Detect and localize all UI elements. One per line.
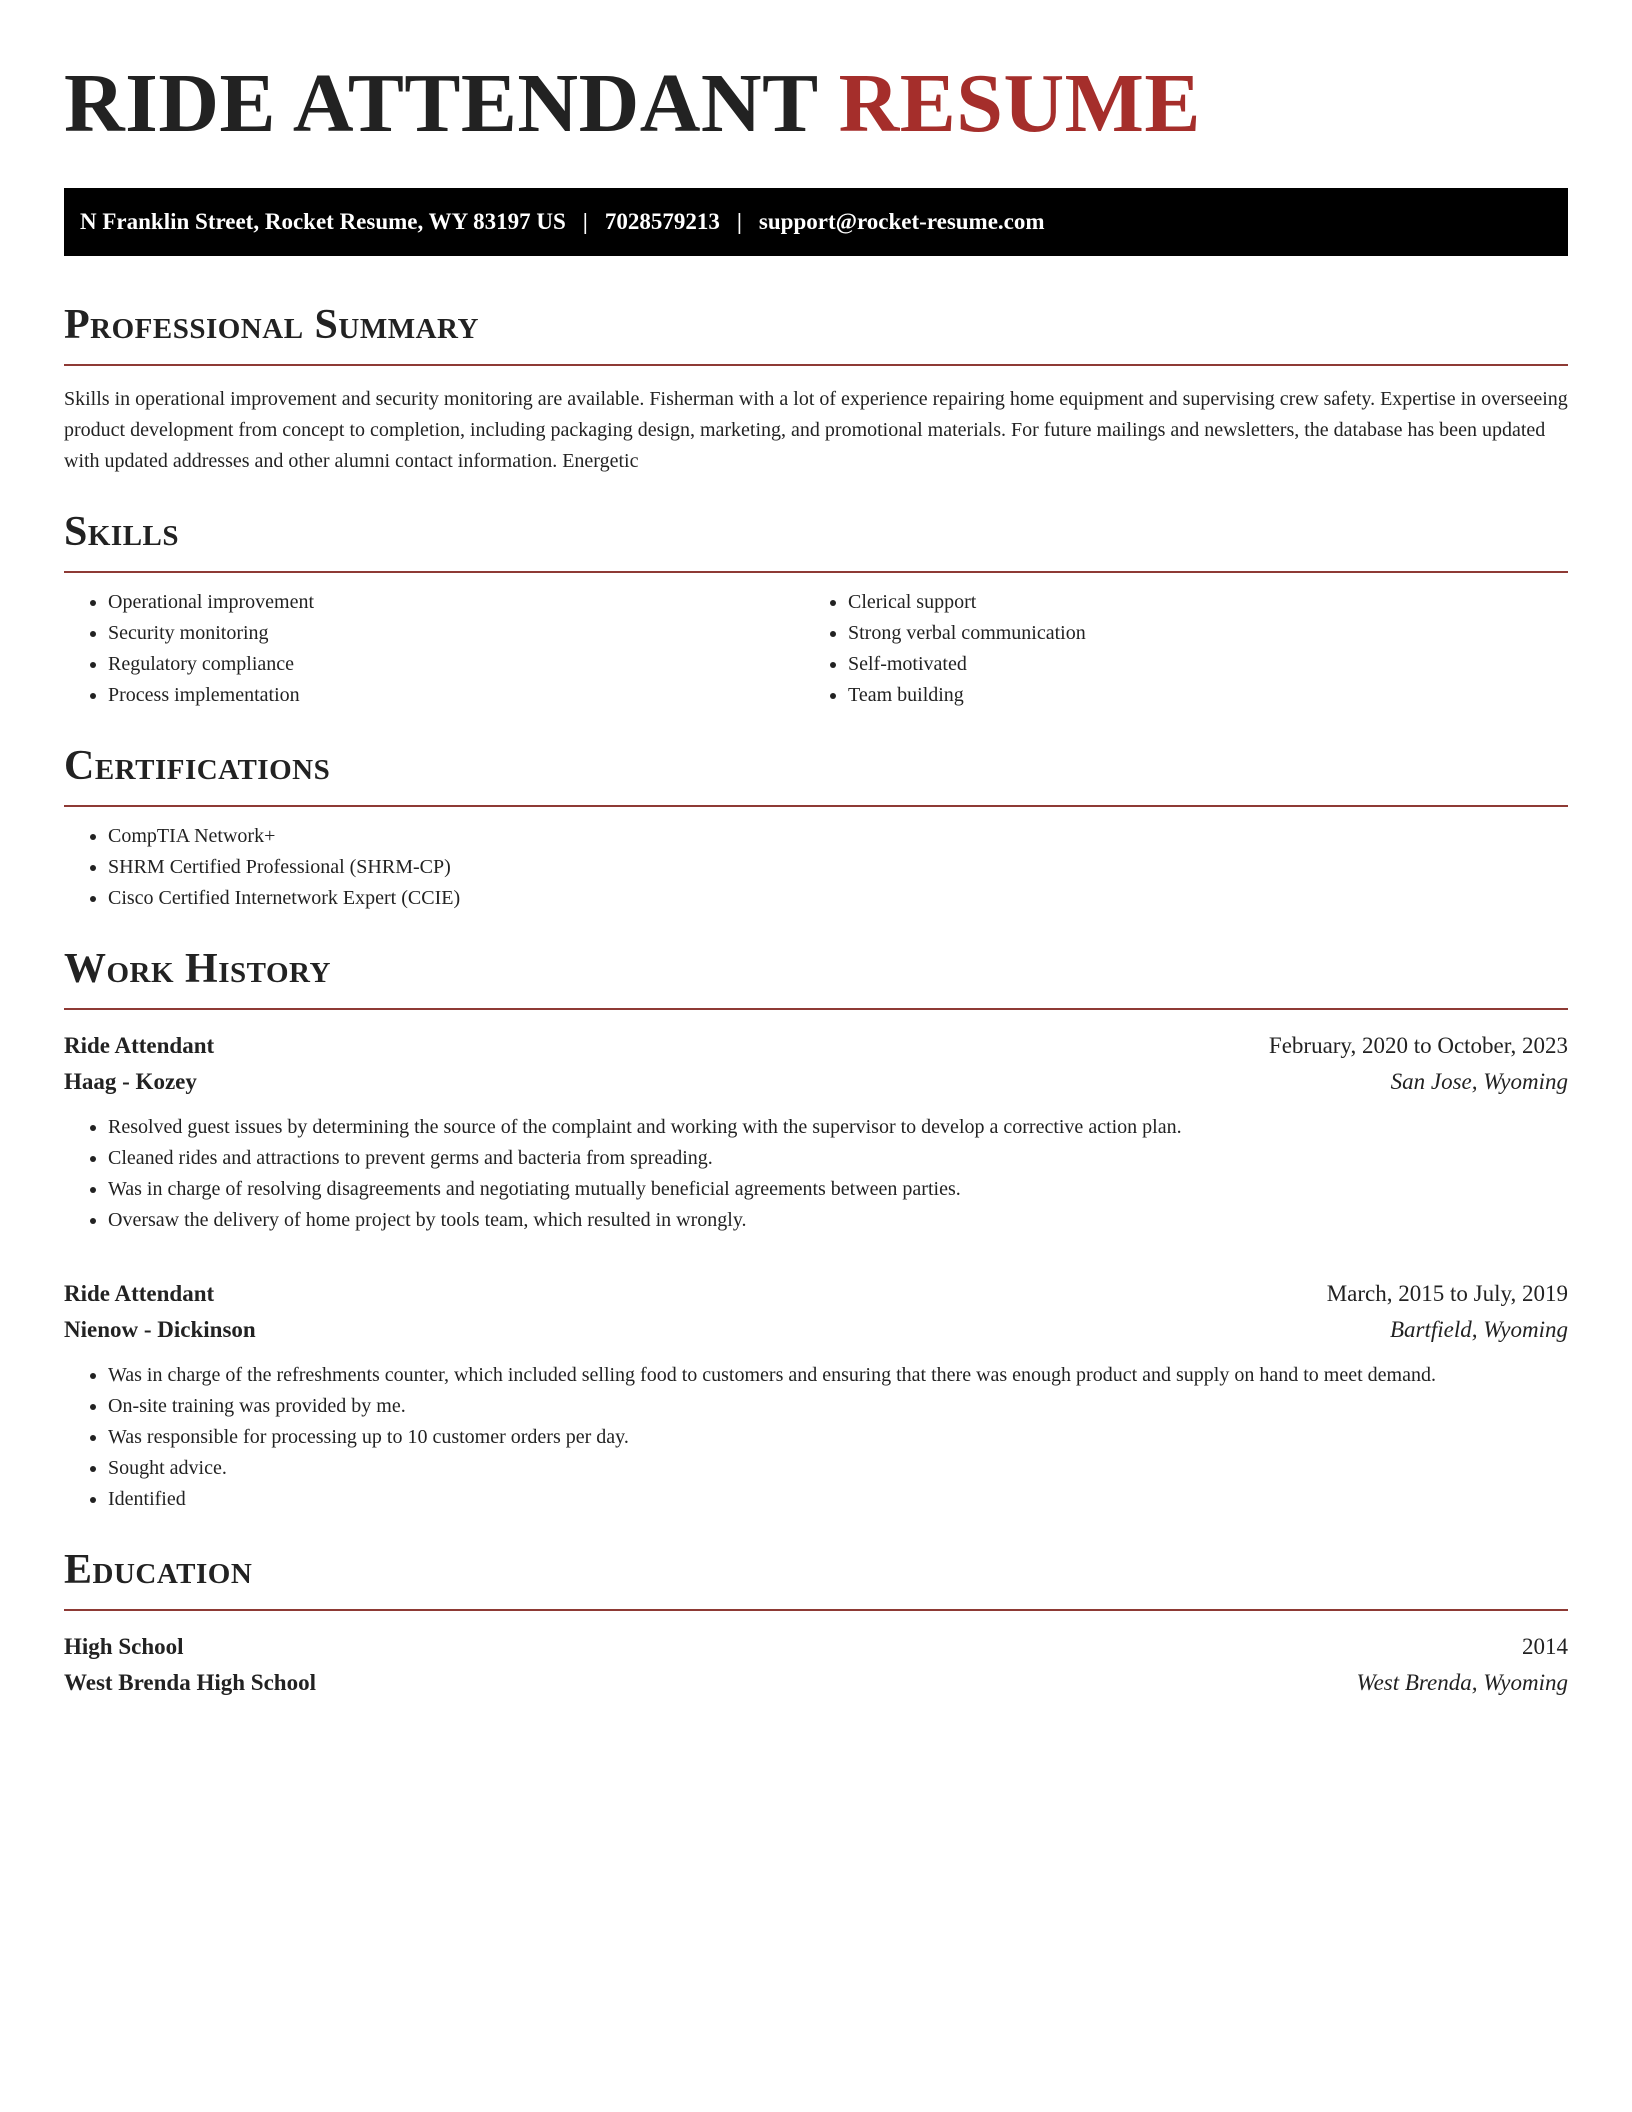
- job-duty: • Resolved guest issues by determining the source of the complaint and working with the supervisor to develop a corrective action plan.: [108, 1112, 1568, 1143]
- contact-bar: [64, 188, 1568, 256]
- education-entry: [64, 1629, 1568, 1701]
- job-duties-list: [64, 1112, 1568, 1236]
- education-location: West Brenda, Wyoming: [1356, 1670, 1568, 1695]
- job-title-row: [64, 1276, 1568, 1312]
- job-location: San Jose, Wyoming: [1390, 1069, 1568, 1094]
- summary-text: Skills in operational improvement and security monitoring are available. Fisherman with a lot of experience repairing home equipment and supervising crew safety. Expertise in overseeing product development from concept to completion, including packaging design, marketing, and promotional materials. For future mailings and newsletters, the database has been updated with updated addresses and other alumni contact information. Energetic: [64, 388, 1568, 472]
- work-history-heading: Work History: [64, 944, 1568, 1010]
- education-year: 2014: [1522, 1634, 1568, 1659]
- contact-separator: |: [582, 209, 588, 234]
- job-entry: [64, 1028, 1568, 1236]
- job-duties-list: [64, 1360, 1568, 1515]
- skills-grid: [64, 573, 1568, 711]
- job-company: Haag - Kozey: [64, 1069, 197, 1094]
- education-school-row: [64, 1665, 1568, 1701]
- education-school: West Brenda High School: [64, 1670, 316, 1695]
- job-company-row: [64, 1064, 1568, 1100]
- certifications-heading: Certifications: [64, 741, 1568, 807]
- contact-address: N Franklin Street, Rocket Resume, WY 83197 US: [80, 209, 566, 234]
- contact-separator: |: [736, 209, 742, 234]
- job-duty: • On-site training was provided by me.: [108, 1391, 1568, 1422]
- skill-item: • Process implementation: [108, 680, 804, 711]
- job-company: Nienow - Dickinson: [64, 1317, 256, 1342]
- job-duty: • Cleaned rides and attractions to prevent germs and bacteria from spreading.: [108, 1143, 1568, 1174]
- certification-item: • SHRM Certified Professional (SHRM-CP): [108, 852, 1568, 883]
- skill-item: • Operational improvement: [108, 587, 804, 618]
- job-duty: • Oversaw the delivery of home project by tools team, which resulted in wrongly.: [108, 1205, 1568, 1236]
- contact-email[interactable]: support@rocket-resume.com: [758, 209, 1045, 234]
- education-degree: High School: [64, 1634, 184, 1659]
- job-duty: • Was in charge of the refreshments counter, which included selling food to customers and ensuring that there was enough product and supply on hand to meet demand.: [108, 1360, 1568, 1391]
- contact-phone[interactable]: 7028579213: [604, 209, 720, 234]
- job-title: Ride Attendant: [64, 1033, 215, 1058]
- skill-item: • Strong verbal communication: [848, 618, 1544, 649]
- title-accent: RESUME: [838, 57, 1201, 150]
- job-duty: • Was responsible for processing up to 10 customer orders per day.: [108, 1422, 1568, 1453]
- job-duty: • Sought advice.: [108, 1453, 1568, 1484]
- education-heading: Education: [64, 1545, 1568, 1611]
- title-main: RIDE ATTENDANT: [64, 57, 818, 150]
- education-degree-row: [64, 1629, 1568, 1665]
- skills-list-left: [64, 587, 804, 711]
- job-duty: • Identified: [108, 1484, 1568, 1515]
- job-duty: • Was in charge of resolving disagreements and negotiating mutually beneficial agreements between parties.: [108, 1174, 1568, 1205]
- certifications-list: [64, 821, 1568, 914]
- job-title: Ride Attendant: [64, 1281, 215, 1306]
- skill-item: • Team building: [848, 680, 1544, 711]
- job-location: Bartfield, Wyoming: [1389, 1317, 1568, 1342]
- skill-item: • Security monitoring: [108, 618, 804, 649]
- skill-item: • Clerical support: [848, 587, 1544, 618]
- skill-item: • Regulatory compliance: [108, 649, 804, 680]
- skills-list-right: [804, 587, 1544, 711]
- job-entry: [64, 1276, 1568, 1515]
- skills-heading: Skills: [64, 507, 1568, 573]
- certification-item: • CompTIA Network+: [108, 821, 1568, 852]
- summary-heading: Professional Summary: [64, 300, 1568, 366]
- skill-item: • Self-motivated: [848, 649, 1544, 680]
- job-company-row: [64, 1312, 1568, 1348]
- job-title-row: [64, 1028, 1568, 1064]
- resume-title: [64, 56, 1568, 152]
- job-dates: February, 2020 to October, 2023: [1268, 1033, 1568, 1058]
- job-dates: March, 2015 to July, 2019: [1326, 1281, 1568, 1306]
- certification-item: • Cisco Certified Internetwork Expert (CCIE): [108, 883, 1568, 914]
